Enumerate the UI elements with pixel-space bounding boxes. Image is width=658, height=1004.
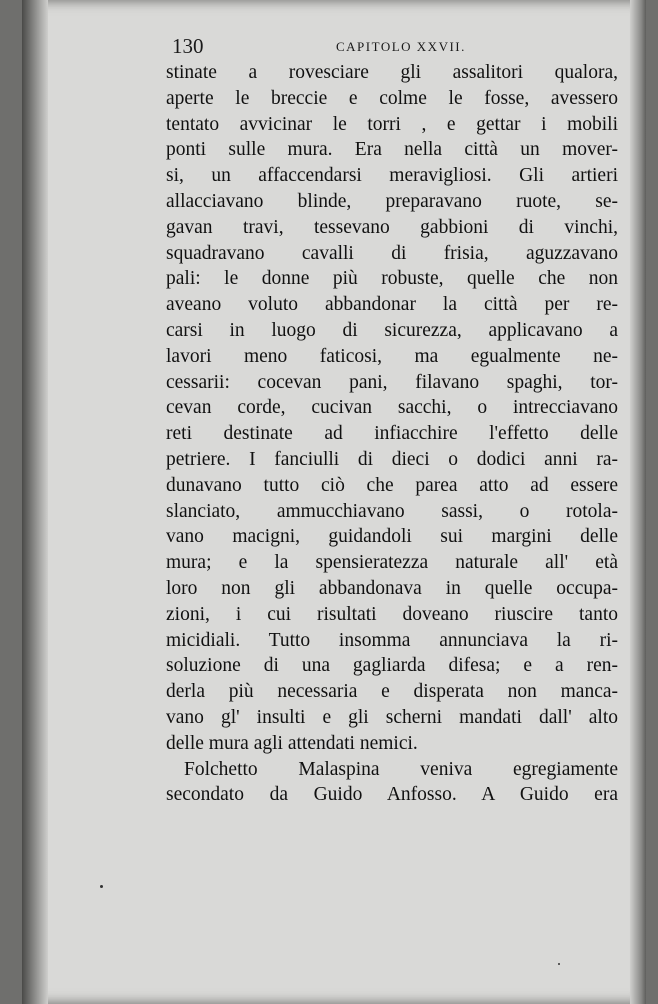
text-line: squadravano cavalli di frisia, aguzzavano (166, 242, 618, 264)
text-line: Folchetto Malaspina veniva egregiamente (184, 758, 618, 780)
page-header (172, 34, 612, 60)
text-line: lavori meno faticosi, ma egualmente ne- (166, 345, 618, 367)
text-line: gavan travi, tessevano gabbioni di vinchi, (166, 216, 618, 238)
text-line: stinate a rovesciare gli assalitori qualora, (166, 62, 618, 83)
text-line: carsi in luogo di sicurezza, applicavano a (166, 319, 618, 341)
text-line: ponti sulle mura. Era nella città un mover- (166, 139, 618, 161)
text-line: dunavano tutto ciò che parea atto ad essere (166, 474, 618, 496)
text-line: vano gl' insulti e gli scherni mandati dall' alto (166, 706, 618, 728)
text-line: tentato avvicinar le torri , e gettar i mobili (166, 113, 618, 135)
text-line: aveano voluto abbandonar la città per re- (166, 294, 618, 316)
paragraph (166, 757, 618, 809)
text-line: si, un affaccendarsi meravigliosi. Gli artieri (166, 165, 618, 187)
text-line: zioni, i cui risultati doveano riuscire tanto (166, 603, 618, 625)
text-line: mura; e la spensieratezza naturale all' età (166, 552, 618, 574)
text-line: cessarii: cocevan pani, filavano spaghi, tor- (166, 371, 618, 393)
running-head: CAPITOLO XXVII. (336, 39, 466, 54)
text-line: pali: le donne più robuste, quelle che non (166, 268, 618, 290)
book-page (22, 0, 646, 1004)
text-line: allacciavano blinde, preparavano ruote, se- (166, 190, 618, 212)
paragraph (166, 60, 618, 757)
text-line: petriere. I fanciulli di dieci o dodici anni ra- (166, 448, 618, 470)
text-line: derla più necessaria e disperata non manca- (166, 681, 618, 703)
text-line: secondato da Guido Anfosso. A Guido era (166, 784, 618, 806)
page-edge-shadow (630, 0, 646, 1004)
text-line: delle mura agli attendati nemici. (166, 732, 418, 754)
text-line: soluzione di una gagliarda difesa; e a ren- (166, 655, 618, 677)
binding-gutter (22, 0, 48, 1004)
text-line: loro non gli abbandonava in quelle occupa- (166, 577, 618, 599)
page-number: 130 (172, 34, 204, 58)
paper-speck (558, 963, 560, 965)
text-line: reti destinate ad infiacchire l'effetto delle (166, 423, 618, 445)
text-line: vano macigni, guidandoli sui margini delle (166, 526, 618, 548)
text-line: cevan corde, cucivan sacchi, o intrecciavano (166, 397, 618, 419)
paper-speck (100, 885, 103, 888)
text-line: micidiali. Tutto insomma annunciava la ri- (166, 629, 618, 651)
body-text (166, 60, 618, 808)
text-line: slanciato, ammucchiavano sassi, o rotola- (166, 500, 618, 522)
text-line: aperte le breccie e colme le fosse, avessero (166, 87, 618, 109)
